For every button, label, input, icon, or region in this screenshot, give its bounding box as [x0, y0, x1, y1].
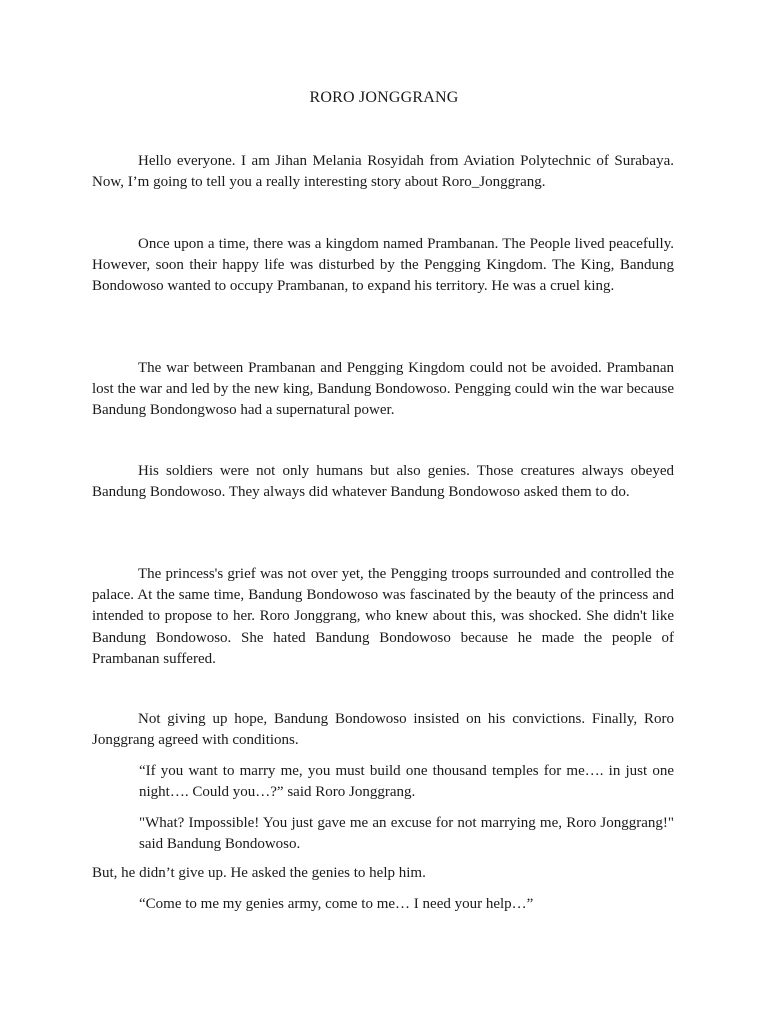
document-title: RORO JONGGRANG: [309, 89, 459, 106]
paragraph-soldiers: His soldiers were not only humans but also genies. Those creatures always obeyed Bandung Bondowoso. They always did whatever Bandung Bondowoso asked them to do.: [92, 463, 674, 501]
paragraph-intro: Hello everyone. I am Jihan Melania Rosyidah from Aviation Polytechnic of Surabaya. Now, I’m going to tell you a really interesting story about Roro_Jonggrang.: [92, 153, 674, 191]
paragraph-kingdom: Once upon a time, there was a kingdom named Prambanan. The People lived peacefully. However, soon their happy life was disturbed by the Pengging Kingdom. The King, Bandung Bondowoso wanted to occupy Prambanan, to expand his territory. He was a cruel king.: [92, 236, 674, 295]
paragraph-war: The war between Prambanan and Pengging Kingdom could not be avoided. Prambanan lost the war and led by the new king, Bandung Bondowoso. Pengging could win the war because Bandung Bondongwoso had a supernatural power.: [92, 360, 674, 419]
dialogue-bandung: "What? Impossible! You just gave me an excuse for not marrying me, Roro Jonggrang!" said Bandung Bondowoso.: [139, 815, 674, 853]
dialogue-genies: “Come to me my genies army, come to me… I need your help…”: [139, 896, 534, 912]
paragraph-conditions: Not giving up hope, Bandung Bondowoso insisted on his convictions. Finally, Roro Jonggrang agreed with conditions.: [92, 711, 674, 749]
narration-line: But, he didn’t give up. He asked the genies to help him.: [92, 865, 426, 881]
paragraph-princess: The princess's grief was not over yet, the Pengging troops surrounded and controlled the palace. At the same time, Bandung Bondowoso was fascinated by the beauty of the princess and intended to propose to her. Roro Jonggrang, who knew about this, was shocked. She didn't like Bandung Bondowoso. She hated Bandung Bondowoso because he made the people of Prambanan suffered.: [92, 566, 674, 667]
dialogue-roro: “If you want to marry me, you must build one thousand temples for me…. in just one night…. Could you…?” said Roro Jonggrang.: [139, 763, 674, 801]
